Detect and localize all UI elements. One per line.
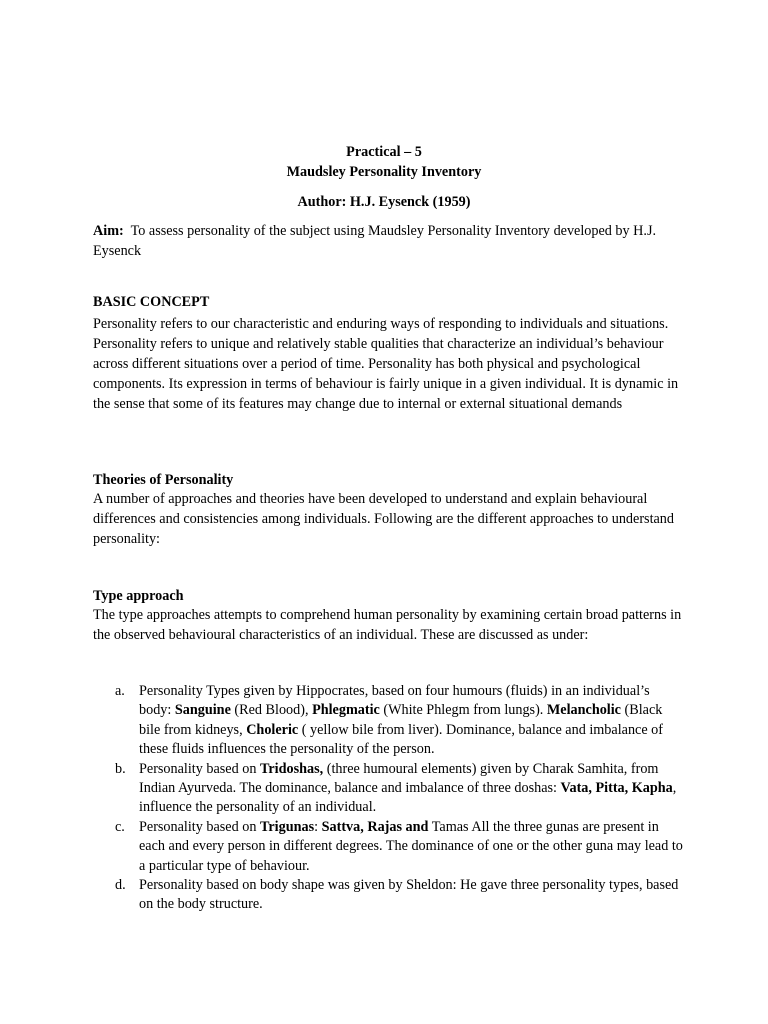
basic-concept-paragraph: Personality refers to our characteristic and enduring ways of responding to individuals and situations. Personality refers to unique and relatively stable qualities that characterize an individual’s behaviour across different situations over a period of time. Personality has both physical and psychological components. Its expression in terms of behaviour is fairly unique in a given individual. It is dynamic in the sense that some of its features may change due to internal or external situational demands xyxy=(93,316,679,412)
list-text: (Black bile from kidneys, xyxy=(139,702,663,738)
list-marker: b. xyxy=(115,760,126,777)
personality-types-list xyxy=(93,682,683,915)
list-text: (three humoural elements) given by Charak Samhita, from Indian Ayurveda. The dominance, balance and imbalance of three doshas: xyxy=(139,760,659,797)
author-line: Author: H.J. Eysenck (1959) xyxy=(297,194,471,210)
aim-paragraph xyxy=(93,221,683,261)
aim-label: Aim: xyxy=(93,223,124,239)
list-text: (Red Blood), xyxy=(230,702,313,719)
phlegmatic-term: Phlegmatic xyxy=(312,702,380,719)
list-text: : xyxy=(314,818,322,835)
list-text: Personality based on xyxy=(139,760,260,777)
list-text: Personality based on xyxy=(139,818,260,835)
theories-paragraph: A number of approaches and theories have been developed to understand and explain behavioural differences and consistencies among individuals. Following are the different approaches to understand personality: xyxy=(93,491,674,547)
list-text: , influence the personality of an individual. xyxy=(139,780,677,816)
aim-text: To assess personality of the subject using Maudsley Personality Inventory developed by H.J. Eysenck xyxy=(93,223,657,259)
list-text: ( yellow bile from liver). Dominance, balance and imbalance of these fluids influences the personality of the person. xyxy=(139,721,663,758)
list-item xyxy=(93,876,683,915)
list-marker: d. xyxy=(115,877,126,894)
doshas-term: Vata, Pitta, Kapha xyxy=(560,780,673,797)
list-text: (White Phlegm from lungs). xyxy=(379,702,547,719)
list-item xyxy=(93,760,683,818)
basic-concept-heading: BASIC CONCEPT xyxy=(93,294,210,310)
list-item xyxy=(93,818,683,876)
melancholic-term: Melancholic xyxy=(546,702,621,719)
sanguine-term: Sanguine xyxy=(174,702,231,719)
gunas-term: Sattva, Rajas and xyxy=(321,818,429,835)
type-approach-paragraph: The type approaches attempts to comprehend human personality by examining certain broad patterns in the observed behavioural characteristics of an individual. These are discussed as under: xyxy=(93,607,682,643)
choleric-term: Choleric xyxy=(246,721,299,738)
tridoshas-term: Tridoshas, xyxy=(259,760,324,777)
type-approach-heading: Type approach xyxy=(93,588,184,604)
practical-number-title: Practical – 5 xyxy=(346,144,422,160)
trigunas-term: Trigunas xyxy=(259,818,315,835)
theories-heading: Theories of Personality xyxy=(93,472,234,488)
list-marker: c. xyxy=(115,818,125,835)
inventory-title: Maudsley Personality Inventory xyxy=(286,164,482,180)
list-item xyxy=(93,682,683,760)
list-text: Personality based on body shape was given by Sheldon: He gave three personality types, based on the body structure. xyxy=(139,877,679,913)
list-text: Personality Types given by Hippocrates, based on four humours (fluids) in an individual’s body: xyxy=(139,683,650,719)
list-text: Tamas All the three gunas are present in each and every person in different degrees. The dominance of one or the other guna may lead to a particular type of behaviour. xyxy=(139,818,683,874)
list-marker: a. xyxy=(115,683,125,699)
